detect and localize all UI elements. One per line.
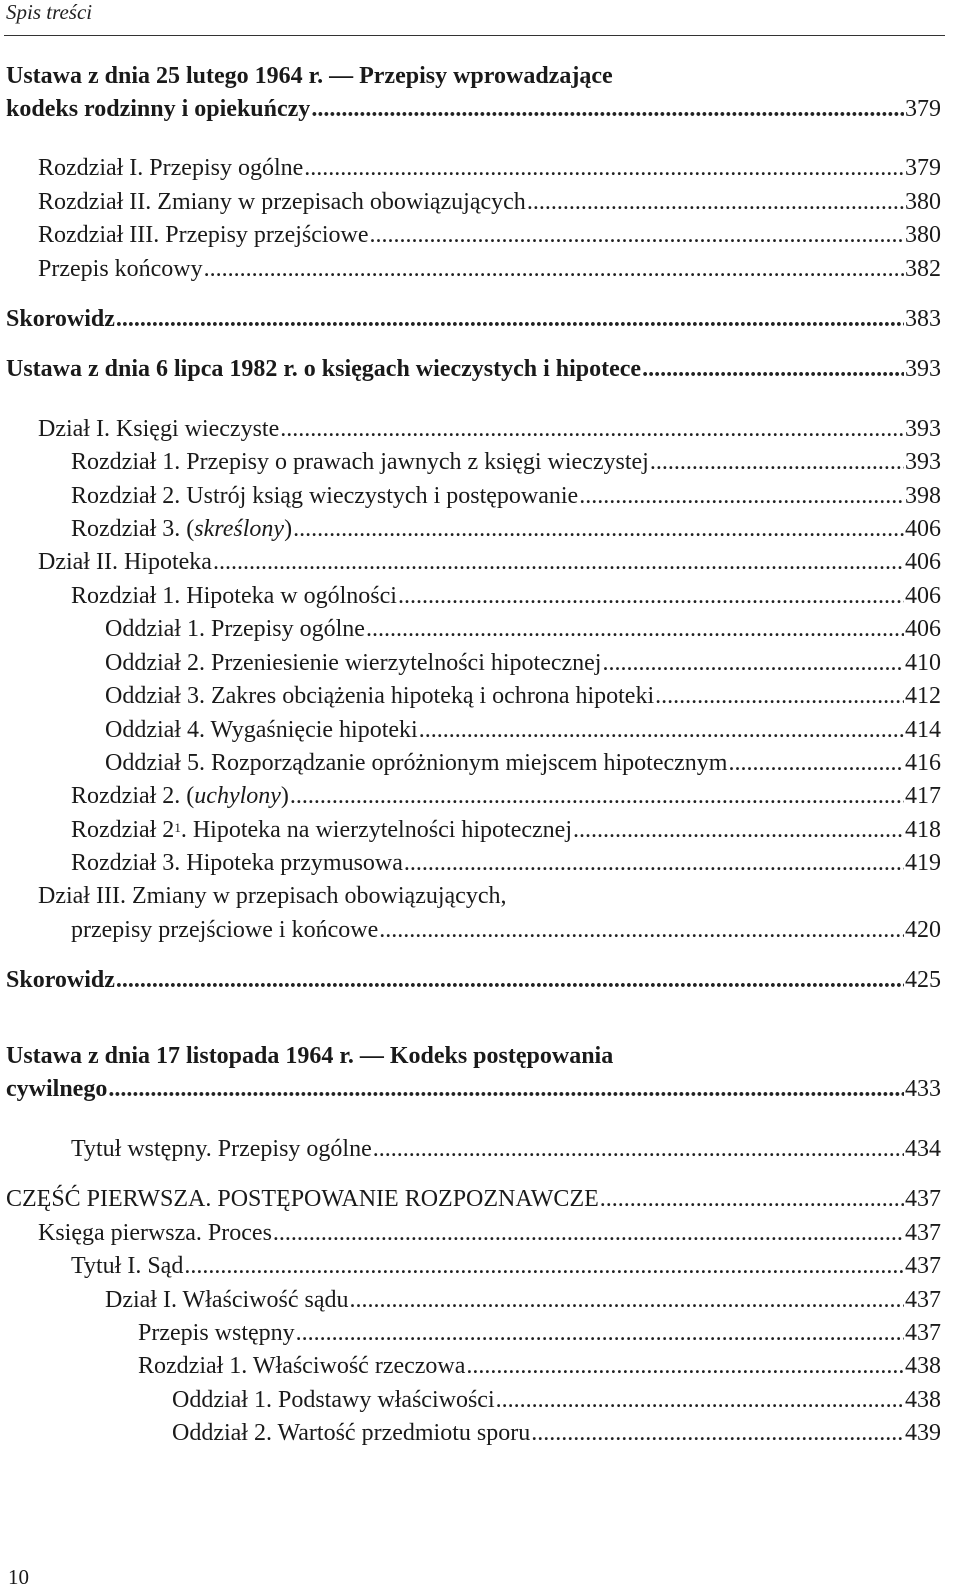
toc-entry[interactable] <box>38 253 941 285</box>
toc-entry-title: Ustawa z dnia 6 lipca 1982 r. o księgach wieczystych i hipotece <box>6 356 642 382</box>
toc-entry[interactable] <box>38 1217 941 1249</box>
toc-page-number: 438 <box>905 1387 941 1413</box>
toc-entry-title: Dział II. Hipoteka <box>38 549 212 575</box>
toc-entry[interactable] <box>71 513 941 545</box>
toc-page-number: 410 <box>905 650 941 676</box>
toc-entry-title: CZĘŚĆ PIERWSZA. POSTĘPOWANIE ROZPOZNAWCZE <box>6 1186 599 1212</box>
toc-entry-title: Oddział 4. Wygaśnięcie hipoteki <box>105 717 418 743</box>
dot-leader <box>311 93 904 125</box>
toc-entry[interactable] <box>6 1183 941 1215</box>
dot-leader <box>349 1284 904 1316</box>
toc-entry[interactable] <box>172 1417 941 1449</box>
toc-entry[interactable] <box>71 847 941 879</box>
toc-entry[interactable] <box>138 1317 941 1349</box>
dot-leader <box>527 186 904 218</box>
toc-entry-title <box>71 780 289 812</box>
page-number: 10 <box>8 1565 29 1589</box>
toc-page-number: 393 <box>905 449 941 475</box>
toc-entry-title: Rozdział 3. Hipoteka przymusowa <box>71 850 403 876</box>
toc-page-number: 437 <box>905 1287 941 1313</box>
toc-page-number: 380 <box>905 222 941 248</box>
toc-page-number: 438 <box>905 1353 941 1379</box>
toc-entry[interactable] <box>105 1284 941 1316</box>
toc-entry-title: Przepis końcowy <box>38 256 203 282</box>
toc-entry[interactable] <box>38 546 941 578</box>
toc-entry-title: Rozdział 2. Ustrój ksiąg wieczystych i postępowanie <box>71 483 579 509</box>
toc-entry-title: Rozdział 1. Przepisy o prawach jawnych z księgi wieczystej <box>71 449 649 475</box>
toc-page-number: 379 <box>905 155 941 181</box>
dot-leader <box>116 303 904 335</box>
toc-entry-title: Księga pierwsza. Proces <box>38 1220 272 1246</box>
dot-leader <box>304 152 904 184</box>
dot-leader <box>579 480 904 512</box>
toc-entry-title: cywilnego <box>6 1076 108 1102</box>
toc-entry[interactable] <box>71 580 941 612</box>
toc-entry[interactable] <box>71 480 941 512</box>
toc-page-number: 420 <box>905 917 941 943</box>
header-rule <box>4 35 945 36</box>
toc-entry[interactable] <box>71 1133 941 1165</box>
dot-leader <box>293 513 904 545</box>
toc-entry[interactable] <box>172 1384 941 1416</box>
toc-entry-title: Dział I. Księgi wieczyste <box>38 416 280 442</box>
toc-entry-title: Dział I. Właściwość sądu <box>105 1287 349 1313</box>
toc-entry[interactable] <box>105 613 941 645</box>
toc-entry-title: Oddział 1. Podstawy właściwości <box>172 1387 495 1413</box>
dot-leader <box>213 546 904 578</box>
title-prefix: Rozdział 3. ( <box>71 516 195 542</box>
title-suffix: ) <box>280 783 289 809</box>
toc-entry[interactable] <box>38 413 941 445</box>
toc-page-number: 412 <box>905 683 941 709</box>
toc-page-number: 382 <box>905 256 941 282</box>
toc-page-number: 414 <box>905 717 941 743</box>
toc-page-number: 437 <box>905 1253 941 1279</box>
toc-entry[interactable] <box>71 780 941 812</box>
title-prefix: Rozdział 2. ( <box>71 783 195 809</box>
title-prefix: Rozdział 2 <box>71 817 175 843</box>
toc-entry[interactable] <box>105 714 941 746</box>
toc-page-number: 434 <box>905 1136 941 1162</box>
toc-entry-title <box>71 513 292 545</box>
toc-page-number: 418 <box>905 817 941 843</box>
toc-page-number: 406 <box>905 516 941 542</box>
toc-entry-s2-index[interactable] <box>6 964 941 996</box>
dot-leader <box>290 780 904 812</box>
toc-entry-s1-index[interactable] <box>6 303 941 335</box>
toc-page-number: 398 <box>905 483 941 509</box>
toc-page-number: 406 <box>905 616 941 642</box>
toc-entry[interactable] <box>105 747 941 779</box>
dot-leader <box>379 914 904 946</box>
toc-entry-title: Rozdział III. Przepisy przejściowe <box>38 222 369 248</box>
toc-entry-s1-title[interactable] <box>6 93 941 125</box>
toc-entry-title: Rozdział 1. Hipoteka w ogólności <box>71 583 397 609</box>
dot-leader <box>531 1417 904 1449</box>
toc-page-number: 406 <box>905 549 941 575</box>
toc-entry[interactable] <box>105 680 941 712</box>
toc-entry-title: Oddział 2. Wartość przedmiotu sporu <box>172 1420 531 1446</box>
dot-leader <box>602 647 904 679</box>
title-suffix: . Hipoteka na wierzytelności hipotecznej <box>180 817 572 843</box>
toc-page-number: 379 <box>905 96 941 122</box>
toc-entry-title: Oddział 1. Przepisy ogólne <box>105 616 365 642</box>
dot-leader <box>642 353 904 385</box>
toc-entry-title: Tytuł wstępny. Przepisy ogólne <box>71 1136 372 1162</box>
toc-entry-title: Oddział 3. Zakres obciążenia hipoteką i ochrona hipoteki <box>105 683 655 709</box>
toc-page-number: 383 <box>905 306 941 332</box>
toc-page-number: 425 <box>905 967 941 993</box>
toc-entry[interactable] <box>71 814 941 846</box>
dot-leader <box>184 1250 904 1282</box>
toc-entry[interactable] <box>71 446 941 478</box>
toc-entry-title: Oddział 2. Przeniesienie wierzytelności hipotecznej <box>105 650 602 676</box>
dot-leader <box>650 446 904 478</box>
toc-entry[interactable] <box>138 1350 941 1382</box>
toc-entry-title: Skorowidz <box>6 967 115 993</box>
toc-page-number: 419 <box>905 850 941 876</box>
toc-page-number: 393 <box>905 416 941 442</box>
toc-entry-title <box>71 814 572 846</box>
toc-s3-title-line1: Ustawa z dnia 17 listopada 1964 r. — Kodeks postępowania <box>6 1043 614 1069</box>
title-superscript: 1 <box>174 820 181 835</box>
toc-entry[interactable] <box>38 186 941 218</box>
dot-leader <box>366 613 904 645</box>
toc-entry[interactable] <box>38 152 941 184</box>
toc-page-number: 380 <box>905 189 941 215</box>
toc-entry-title: Rozdział 1. Właściwość rzeczowa <box>138 1353 466 1379</box>
dot-leader <box>204 253 904 285</box>
toc-entry[interactable] <box>71 914 941 946</box>
dot-leader <box>280 413 904 445</box>
toc-page-number: 433 <box>905 1076 941 1102</box>
toc-entry-title: Rozdział I. Przepisy ogólne <box>38 155 304 181</box>
toc-entry-title: Skorowidz <box>6 306 115 332</box>
dot-leader <box>573 814 904 846</box>
toc-page-number: 393 <box>905 356 941 382</box>
title-italic: skreślony <box>194 516 285 542</box>
dot-leader <box>600 1183 904 1215</box>
dot-leader <box>273 1217 904 1249</box>
toc-s1-title-line1: Ustawa z dnia 25 lutego 1964 r. — Przepisy wprowadzające <box>6 63 613 89</box>
toc-s2-d3-line1: Dział III. Zmiany w przepisach obowiązujących, <box>38 883 507 909</box>
toc-entry-title: Rozdział II. Zmiany w przepisach obowiązujących <box>38 189 526 215</box>
dot-leader <box>373 1133 904 1165</box>
toc-entry[interactable] <box>71 1250 941 1282</box>
toc-page-number: 437 <box>905 1320 941 1346</box>
toc-entry-s2-title[interactable] <box>6 353 941 385</box>
dot-leader <box>496 1384 904 1416</box>
dot-leader <box>108 1073 904 1105</box>
running-header: Spis treści <box>6 0 93 24</box>
toc-page-number: 437 <box>905 1186 941 1212</box>
title-suffix: ) <box>284 516 293 542</box>
dot-leader <box>466 1350 904 1382</box>
dot-leader <box>370 219 904 251</box>
toc-entry-title: przepisy przejściowe i końcowe <box>71 917 379 943</box>
toc-page-number: 406 <box>905 583 941 609</box>
dot-leader <box>116 964 904 996</box>
toc-entry-s3-title[interactable] <box>6 1073 941 1105</box>
toc-entry-title: Oddział 5. Rozporządzanie opróżnionym miejscem hipotecznym <box>105 750 728 776</box>
title-italic: uchylony <box>194 783 281 809</box>
toc-page-number: 416 <box>905 750 941 776</box>
toc-entry-title: kodeks rodzinny i opiekuńczy <box>6 96 311 122</box>
dot-leader <box>728 747 904 779</box>
dot-leader <box>404 847 904 879</box>
toc-entry[interactable] <box>105 647 941 679</box>
dot-leader <box>419 714 904 746</box>
toc-page-number: 439 <box>905 1420 941 1446</box>
dot-leader <box>655 680 904 712</box>
dot-leader <box>296 1317 904 1349</box>
toc-page-number: 437 <box>905 1220 941 1246</box>
toc-entry-title: Przepis wstępny <box>138 1320 295 1346</box>
toc-entry-title: Tytuł I. Sąd <box>71 1253 184 1279</box>
toc-page-number: 417 <box>905 783 941 809</box>
toc-entry[interactable] <box>38 219 941 251</box>
dot-leader <box>398 580 904 612</box>
